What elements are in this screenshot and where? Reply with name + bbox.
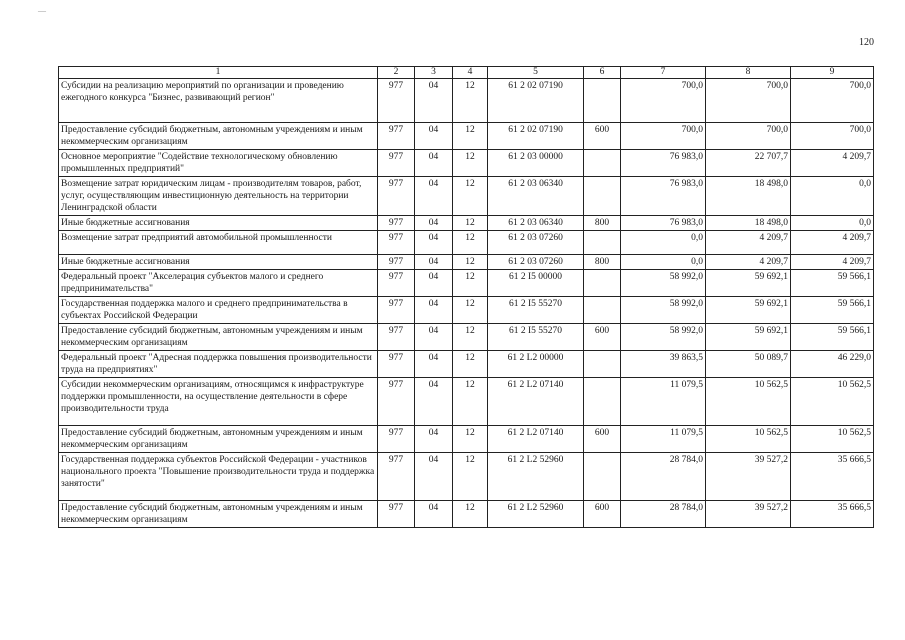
table-row: [59, 255, 874, 270]
row-name-cell: Возмещение затрат предприятий автомобильной промышленности: [59, 231, 378, 255]
expense-type-cell: [584, 150, 621, 177]
amount-year2-cell: 18 498,0: [706, 216, 791, 231]
section-cell: 04: [415, 426, 453, 453]
row-name-cell: Иные бюджетные ассигнования: [59, 255, 378, 270]
subsection-cell: 12: [453, 150, 488, 177]
row-name-cell: Возмещение затрат юридическим лицам - производителям товаров, работ, услуг, осуществляющим инвестиционную деятельность на территории Ленинградской области: [59, 177, 378, 216]
amount-year1-cell: 28 784,0: [621, 453, 706, 501]
expense-type-cell: [584, 231, 621, 255]
amount-year3-cell: 35 666,5: [791, 453, 874, 501]
section-cell: 04: [415, 270, 453, 297]
amount-year1-cell: 39 863,5: [621, 351, 706, 378]
column-number: 6: [584, 67, 621, 79]
row-name-cell: Государственная поддержка малого и среднего предпринимательства в субъектах Российской Федерации: [59, 297, 378, 324]
subsection-cell: 12: [453, 270, 488, 297]
expense-type-cell: 600: [584, 501, 621, 528]
column-number: 9: [791, 67, 874, 79]
amount-year1-cell: 58 992,0: [621, 270, 706, 297]
column-number: 4: [453, 67, 488, 79]
amount-year1-cell: 0,0: [621, 231, 706, 255]
section-cell: 04: [415, 123, 453, 150]
amount-year3-cell: 0,0: [791, 177, 874, 216]
amount-year3-cell: 10 562,5: [791, 426, 874, 453]
grbs-cell: 977: [378, 216, 415, 231]
expense-type-cell: 800: [584, 255, 621, 270]
row-name-cell: Основное мероприятие "Содействие технологическому обновлению промышленных предприятий": [59, 150, 378, 177]
row-name-cell: Федеральный проект "Акселерация субъектов малого и среднего предпринимательства": [59, 270, 378, 297]
amount-year2-cell: 39 527,2: [706, 453, 791, 501]
row-name-cell: Предоставление субсидий бюджетным, автономным учреждениям и иным некоммерческим организациям: [59, 426, 378, 453]
expense-type-cell: [584, 177, 621, 216]
amount-year2-cell: 700,0: [706, 123, 791, 150]
column-number: 7: [621, 67, 706, 79]
grbs-cell: 977: [378, 453, 415, 501]
column-number: 8: [706, 67, 791, 79]
section-cell: 04: [415, 255, 453, 270]
grbs-cell: 977: [378, 351, 415, 378]
column-number: 2: [378, 67, 415, 79]
section-cell: 04: [415, 453, 453, 501]
amount-year2-cell: 700,0: [706, 79, 791, 123]
subsection-cell: 12: [453, 216, 488, 231]
grbs-cell: 977: [378, 255, 415, 270]
section-cell: 04: [415, 324, 453, 351]
row-name-cell: Субсидии на реализацию мероприятий по организации и проведению ежегодного конкурса "Бизнес, развивающий регион": [59, 79, 378, 123]
amount-year2-cell: 10 562,5: [706, 426, 791, 453]
table-row: [59, 177, 874, 216]
table-body: [59, 79, 874, 528]
expense-type-cell: [584, 270, 621, 297]
target-article-cell: 61 2 03 00000: [488, 150, 584, 177]
budget-table: [58, 66, 874, 528]
row-name-cell: Предоставление субсидий бюджетным, автономным учреждениям и иным некоммерческим организациям: [59, 501, 378, 528]
section-cell: 04: [415, 150, 453, 177]
expense-type-cell: [584, 297, 621, 324]
grbs-cell: 977: [378, 150, 415, 177]
table-row: [59, 501, 874, 528]
table-row: [59, 324, 874, 351]
grbs-cell: 977: [378, 378, 415, 426]
target-article-cell: 61 2 L2 07140: [488, 378, 584, 426]
section-cell: 04: [415, 501, 453, 528]
amount-year1-cell: 0,0: [621, 255, 706, 270]
expense-type-cell: [584, 378, 621, 426]
grbs-cell: 977: [378, 231, 415, 255]
amount-year3-cell: 59 566,1: [791, 297, 874, 324]
amount-year2-cell: 59 692,1: [706, 324, 791, 351]
section-cell: 04: [415, 378, 453, 426]
table-row: [59, 378, 874, 426]
amount-year3-cell: 46 229,0: [791, 351, 874, 378]
subsection-cell: 12: [453, 426, 488, 453]
expense-type-cell: 800: [584, 216, 621, 231]
table-row: [59, 453, 874, 501]
grbs-cell: 977: [378, 426, 415, 453]
corner-mark: —: [38, 6, 46, 15]
section-cell: 04: [415, 231, 453, 255]
target-article-cell: 61 2 03 06340: [488, 216, 584, 231]
amount-year3-cell: 59 566,1: [791, 270, 874, 297]
expense-type-cell: 600: [584, 123, 621, 150]
expense-type-cell: 600: [584, 426, 621, 453]
amount-year3-cell: 700,0: [791, 123, 874, 150]
expense-type-cell: [584, 453, 621, 501]
column-number: 5: [488, 67, 584, 79]
target-article-cell: 61 2 L2 52960: [488, 453, 584, 501]
subsection-cell: 12: [453, 177, 488, 216]
subsection-cell: 12: [453, 79, 488, 123]
target-article-cell: 61 2 03 06340: [488, 177, 584, 216]
column-number: 1: [59, 67, 378, 79]
target-article-cell: 61 2 02 07190: [488, 79, 584, 123]
target-article-cell: 61 2 03 07260: [488, 255, 584, 270]
amount-year2-cell: 4 209,7: [706, 231, 791, 255]
grbs-cell: 977: [378, 297, 415, 324]
grbs-cell: 977: [378, 324, 415, 351]
amount-year2-cell: 39 527,2: [706, 501, 791, 528]
row-name-cell: Предоставление субсидий бюджетным, автономным учреждениям и иным некоммерческим организациям: [59, 324, 378, 351]
amount-year2-cell: 10 562,5: [706, 378, 791, 426]
table-row: [59, 270, 874, 297]
column-number: 3: [415, 67, 453, 79]
row-name-cell: Предоставление субсидий бюджетным, автономным учреждениям и иным некоммерческим организациям: [59, 123, 378, 150]
grbs-cell: 977: [378, 123, 415, 150]
amount-year2-cell: 4 209,7: [706, 255, 791, 270]
target-article-cell: 61 2 L2 52960: [488, 501, 584, 528]
section-cell: 04: [415, 177, 453, 216]
target-article-cell: 61 2 L2 07140: [488, 426, 584, 453]
row-name-cell: Государственная поддержка субъектов Российской Федерации - участников национального проекта "Повышение производительности труда и поддержка занятости": [59, 453, 378, 501]
amount-year1-cell: 700,0: [621, 123, 706, 150]
section-cell: 04: [415, 216, 453, 231]
amount-year3-cell: 10 562,5: [791, 378, 874, 426]
expense-type-cell: [584, 79, 621, 123]
amount-year2-cell: 22 707,7: [706, 150, 791, 177]
target-article-cell: 61 2 02 07190: [488, 123, 584, 150]
amount-year1-cell: 58 992,0: [621, 324, 706, 351]
section-cell: 04: [415, 297, 453, 324]
amount-year3-cell: 35 666,5: [791, 501, 874, 528]
section-cell: 04: [415, 351, 453, 378]
amount-year2-cell: 59 692,1: [706, 270, 791, 297]
grbs-cell: 977: [378, 501, 415, 528]
subsection-cell: 12: [453, 231, 488, 255]
table-row: [59, 79, 874, 123]
amount-year1-cell: 58 992,0: [621, 297, 706, 324]
amount-year1-cell: 76 983,0: [621, 177, 706, 216]
amount-year3-cell: 4 209,7: [791, 231, 874, 255]
subsection-cell: 12: [453, 123, 488, 150]
target-article-cell: 61 2 I5 00000: [488, 270, 584, 297]
amount-year2-cell: 50 089,7: [706, 351, 791, 378]
amount-year1-cell: 11 079,5: [621, 426, 706, 453]
subsection-cell: 12: [453, 378, 488, 426]
section-cell: 04: [415, 79, 453, 123]
column-number-row: [59, 67, 874, 79]
row-name-cell: Иные бюджетные ассигнования: [59, 216, 378, 231]
amount-year3-cell: 700,0: [791, 79, 874, 123]
amount-year1-cell: 700,0: [621, 79, 706, 123]
target-article-cell: 61 2 I5 55270: [488, 297, 584, 324]
amount-year1-cell: 11 079,5: [621, 378, 706, 426]
row-name-cell: Федеральный проект "Адресная поддержка повышения производительности труда на предприятиях": [59, 351, 378, 378]
row-name-cell: Субсидии некоммерческим организациям, относящимся к инфраструктуре поддержки промышленности, на осуществление деятельности в сфере производительности труда: [59, 378, 378, 426]
amount-year2-cell: 18 498,0: [706, 177, 791, 216]
page-number: 120: [859, 37, 874, 48]
amount-year1-cell: 28 784,0: [621, 501, 706, 528]
grbs-cell: 977: [378, 79, 415, 123]
table-row: [59, 297, 874, 324]
amount-year3-cell: 59 566,1: [791, 324, 874, 351]
grbs-cell: 977: [378, 177, 415, 216]
target-article-cell: 61 2 I5 55270: [488, 324, 584, 351]
target-article-cell: 61 2 L2 00000: [488, 351, 584, 378]
expense-type-cell: 600: [584, 324, 621, 351]
amount-year3-cell: 4 209,7: [791, 150, 874, 177]
amount-year1-cell: 76 983,0: [621, 216, 706, 231]
table-row: [59, 231, 874, 255]
table-row: [59, 150, 874, 177]
table-row: [59, 216, 874, 231]
target-article-cell: 61 2 03 07260: [488, 231, 584, 255]
amount-year2-cell: 59 692,1: [706, 297, 791, 324]
subsection-cell: 12: [453, 255, 488, 270]
subsection-cell: 12: [453, 453, 488, 501]
subsection-cell: 12: [453, 351, 488, 378]
amount-year1-cell: 76 983,0: [621, 150, 706, 177]
subsection-cell: 12: [453, 501, 488, 528]
amount-year3-cell: 4 209,7: [791, 255, 874, 270]
table-row: [59, 351, 874, 378]
table-row: [59, 123, 874, 150]
grbs-cell: 977: [378, 270, 415, 297]
subsection-cell: 12: [453, 324, 488, 351]
expense-type-cell: [584, 351, 621, 378]
subsection-cell: 12: [453, 297, 488, 324]
table-row: [59, 426, 874, 453]
amount-year3-cell: 0,0: [791, 216, 874, 231]
